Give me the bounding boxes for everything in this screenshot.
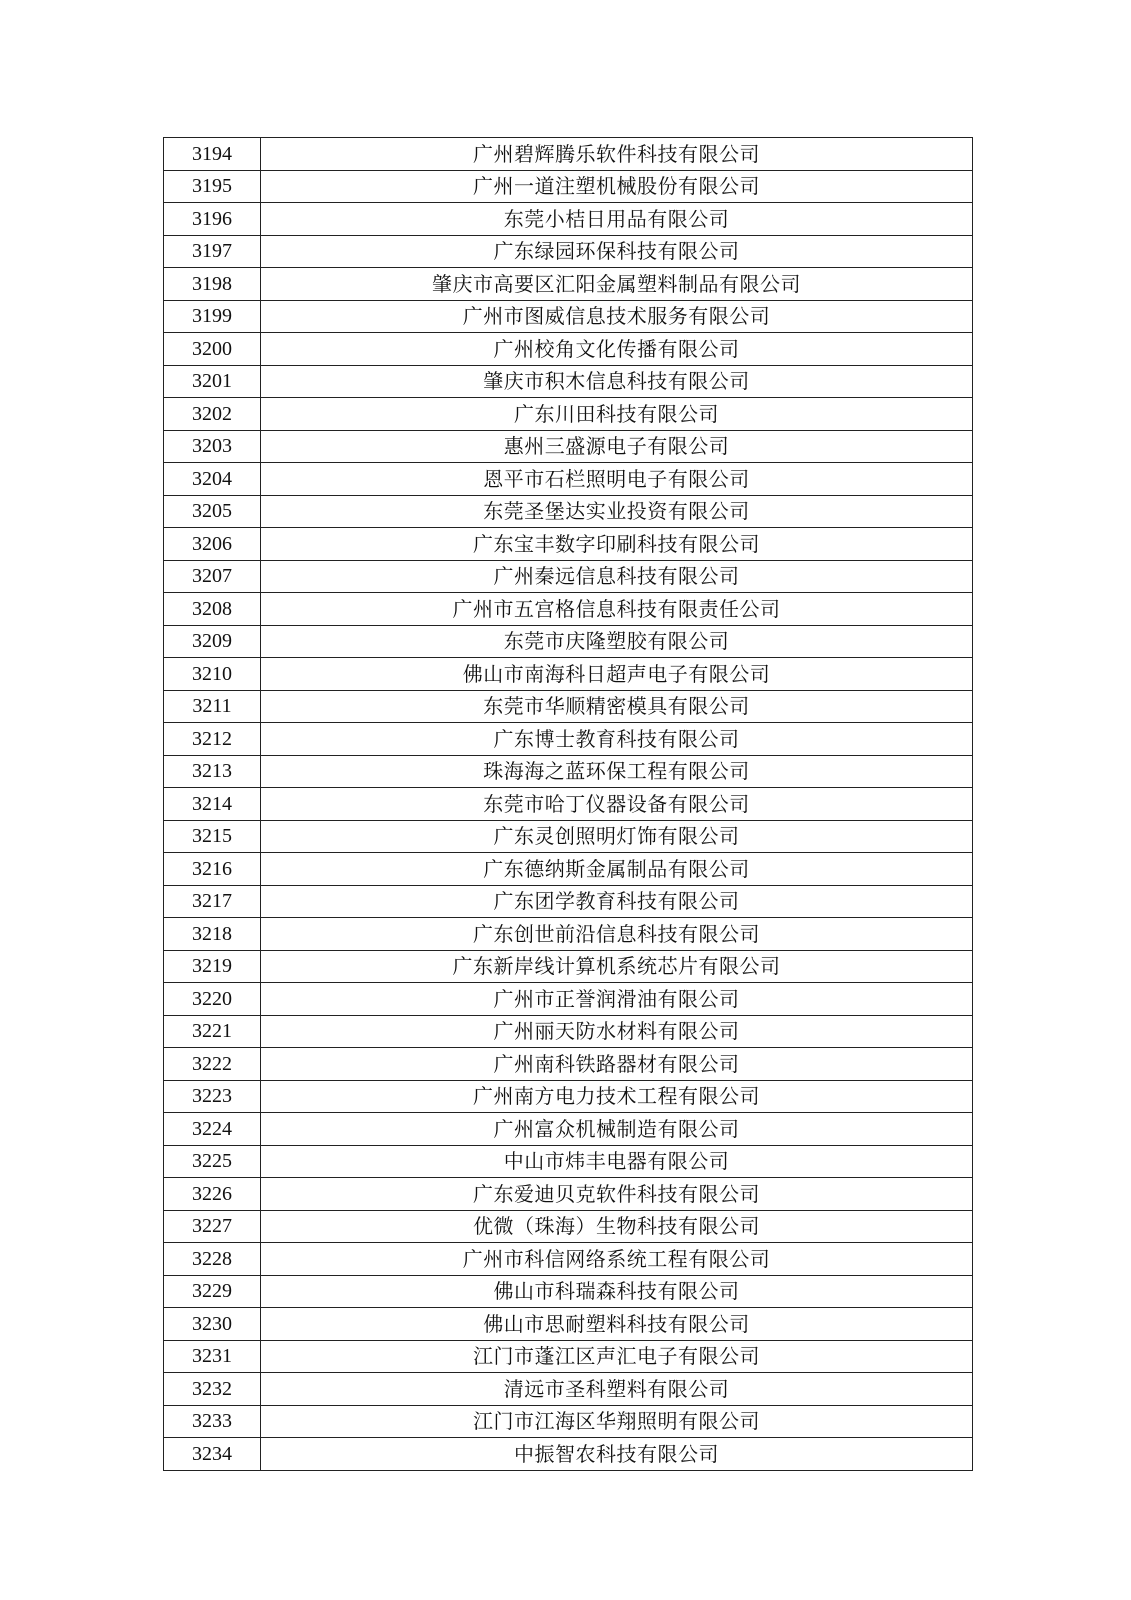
table-row: [164, 690, 973, 723]
table-row: [164, 300, 973, 333]
row-number: 3212: [164, 723, 261, 756]
company-name: 肇庆市高要区汇阳金属塑料制品有限公司: [261, 268, 973, 301]
company-name: 广州市五宫格信息科技有限责任公司: [261, 593, 973, 626]
table-row: [164, 1178, 973, 1211]
company-name: 广东德纳斯金属制品有限公司: [261, 853, 973, 886]
row-number: 3199: [164, 300, 261, 333]
table-row: [164, 1438, 973, 1471]
table-row: [164, 463, 973, 496]
company-name: 东莞市庆隆塑胶有限公司: [261, 625, 973, 658]
company-name: 广州富众机械制造有限公司: [261, 1113, 973, 1146]
table-row: [164, 853, 973, 886]
row-number: 3206: [164, 528, 261, 561]
table-row: [164, 1145, 973, 1178]
table-row: [164, 495, 973, 528]
row-number: 3224: [164, 1113, 261, 1146]
row-number: 3213: [164, 755, 261, 788]
row-number: 3209: [164, 625, 261, 658]
row-number: 3207: [164, 560, 261, 593]
company-name: 东莞市哈丁仪器设备有限公司: [261, 788, 973, 821]
row-number: 3203: [164, 430, 261, 463]
company-name: 广东博士教育科技有限公司: [261, 723, 973, 756]
row-number: 3225: [164, 1145, 261, 1178]
company-name: 广东创世前沿信息科技有限公司: [261, 918, 973, 951]
table-row: [164, 1048, 973, 1081]
company-name: 广州丽天防水材料有限公司: [261, 1015, 973, 1048]
company-name: 广东新岸线计算机系统芯片有限公司: [261, 950, 973, 983]
table-row: [164, 138, 973, 171]
company-name: 优微（珠海）生物科技有限公司: [261, 1210, 973, 1243]
table-row: [164, 1275, 973, 1308]
row-number: 3204: [164, 463, 261, 496]
table-row: [164, 268, 973, 301]
table-row: [164, 1308, 973, 1341]
row-number: 3197: [164, 235, 261, 268]
table-row: [164, 625, 973, 658]
table-row: [164, 723, 973, 756]
table-row: [164, 1373, 973, 1406]
company-name: 广州秦远信息科技有限公司: [261, 560, 973, 593]
row-number: 3231: [164, 1340, 261, 1373]
company-name: 佛山市南海科日超声电子有限公司: [261, 658, 973, 691]
row-number: 3227: [164, 1210, 261, 1243]
table-row: [164, 1405, 973, 1438]
row-number: 3198: [164, 268, 261, 301]
row-number: 3194: [164, 138, 261, 171]
company-name: 中山市炜丰电器有限公司: [261, 1145, 973, 1178]
company-name: 珠海海之蓝环保工程有限公司: [261, 755, 973, 788]
row-number: 3219: [164, 950, 261, 983]
row-number: 3201: [164, 365, 261, 398]
table-body: [164, 138, 973, 1471]
table-row: [164, 170, 973, 203]
row-number: 3211: [164, 690, 261, 723]
company-name: 广东川田科技有限公司: [261, 398, 973, 431]
company-name: 广州市科信网络系统工程有限公司: [261, 1243, 973, 1276]
row-number: 3229: [164, 1275, 261, 1308]
row-number: 3215: [164, 820, 261, 853]
row-number: 3218: [164, 918, 261, 951]
row-number: 3200: [164, 333, 261, 366]
company-name: 广州南科铁路器材有限公司: [261, 1048, 973, 1081]
company-name: 广州校角文化传播有限公司: [261, 333, 973, 366]
company-name: 广东团学教育科技有限公司: [261, 885, 973, 918]
table-row: [164, 820, 973, 853]
company-name: 江门市蓬江区声汇电子有限公司: [261, 1340, 973, 1373]
table-row: [164, 528, 973, 561]
row-number: 3210: [164, 658, 261, 691]
company-name: 恩平市石栏照明电子有限公司: [261, 463, 973, 496]
company-name: 东莞小桔日用品有限公司: [261, 203, 973, 236]
table-row: [164, 365, 973, 398]
row-number: 3221: [164, 1015, 261, 1048]
row-number: 3205: [164, 495, 261, 528]
company-name: 广东绿园环保科技有限公司: [261, 235, 973, 268]
table-row: [164, 398, 973, 431]
company-name: 江门市江海区华翔照明有限公司: [261, 1405, 973, 1438]
table-row: [164, 1243, 973, 1276]
company-name: 佛山市思耐塑料科技有限公司: [261, 1308, 973, 1341]
company-name: 肇庆市积木信息科技有限公司: [261, 365, 973, 398]
table-row: [164, 1210, 973, 1243]
table-row: [164, 658, 973, 691]
company-name: 广州市图威信息技术服务有限公司: [261, 300, 973, 333]
company-name: 佛山市科瑞森科技有限公司: [261, 1275, 973, 1308]
table-row: [164, 203, 973, 236]
company-name: 广东灵创照明灯饰有限公司: [261, 820, 973, 853]
company-name: 广州一道注塑机械股份有限公司: [261, 170, 973, 203]
row-number: 3217: [164, 885, 261, 918]
table-row: [164, 885, 973, 918]
company-name: 广州市正誉润滑油有限公司: [261, 983, 973, 1016]
row-number: 3222: [164, 1048, 261, 1081]
table-row: [164, 788, 973, 821]
company-name: 广州碧辉腾乐软件科技有限公司: [261, 138, 973, 171]
row-number: 3223: [164, 1080, 261, 1113]
row-number: 3232: [164, 1373, 261, 1406]
row-number: 3226: [164, 1178, 261, 1211]
row-number: 3196: [164, 203, 261, 236]
row-number: 3220: [164, 983, 261, 1016]
table-row: [164, 235, 973, 268]
table-row: [164, 593, 973, 626]
table-row: [164, 918, 973, 951]
table-row: [164, 950, 973, 983]
row-number: 3216: [164, 853, 261, 886]
table-row: [164, 755, 973, 788]
company-name: 广东爱迪贝克软件科技有限公司: [261, 1178, 973, 1211]
table-row: [164, 1113, 973, 1146]
company-name: 东莞圣堡达实业投资有限公司: [261, 495, 973, 528]
row-number: 3228: [164, 1243, 261, 1276]
company-name: 清远市圣科塑料有限公司: [261, 1373, 973, 1406]
row-number: 3230: [164, 1308, 261, 1341]
row-number: 3233: [164, 1405, 261, 1438]
table-row: [164, 560, 973, 593]
row-number: 3202: [164, 398, 261, 431]
company-name: 广州南方电力技术工程有限公司: [261, 1080, 973, 1113]
company-list-table: [163, 137, 973, 1471]
row-number: 3195: [164, 170, 261, 203]
table-row: [164, 1080, 973, 1113]
table-row: [164, 1015, 973, 1048]
company-name: 中振智农科技有限公司: [261, 1438, 973, 1471]
row-number: 3208: [164, 593, 261, 626]
row-number: 3234: [164, 1438, 261, 1471]
table-row: [164, 983, 973, 1016]
table-row: [164, 1340, 973, 1373]
table-row: [164, 333, 973, 366]
company-name: 惠州三盛源电子有限公司: [261, 430, 973, 463]
company-name: 东莞市华顺精密模具有限公司: [261, 690, 973, 723]
table-row: [164, 430, 973, 463]
row-number: 3214: [164, 788, 261, 821]
company-name: 广东宝丰数字印刷科技有限公司: [261, 528, 973, 561]
